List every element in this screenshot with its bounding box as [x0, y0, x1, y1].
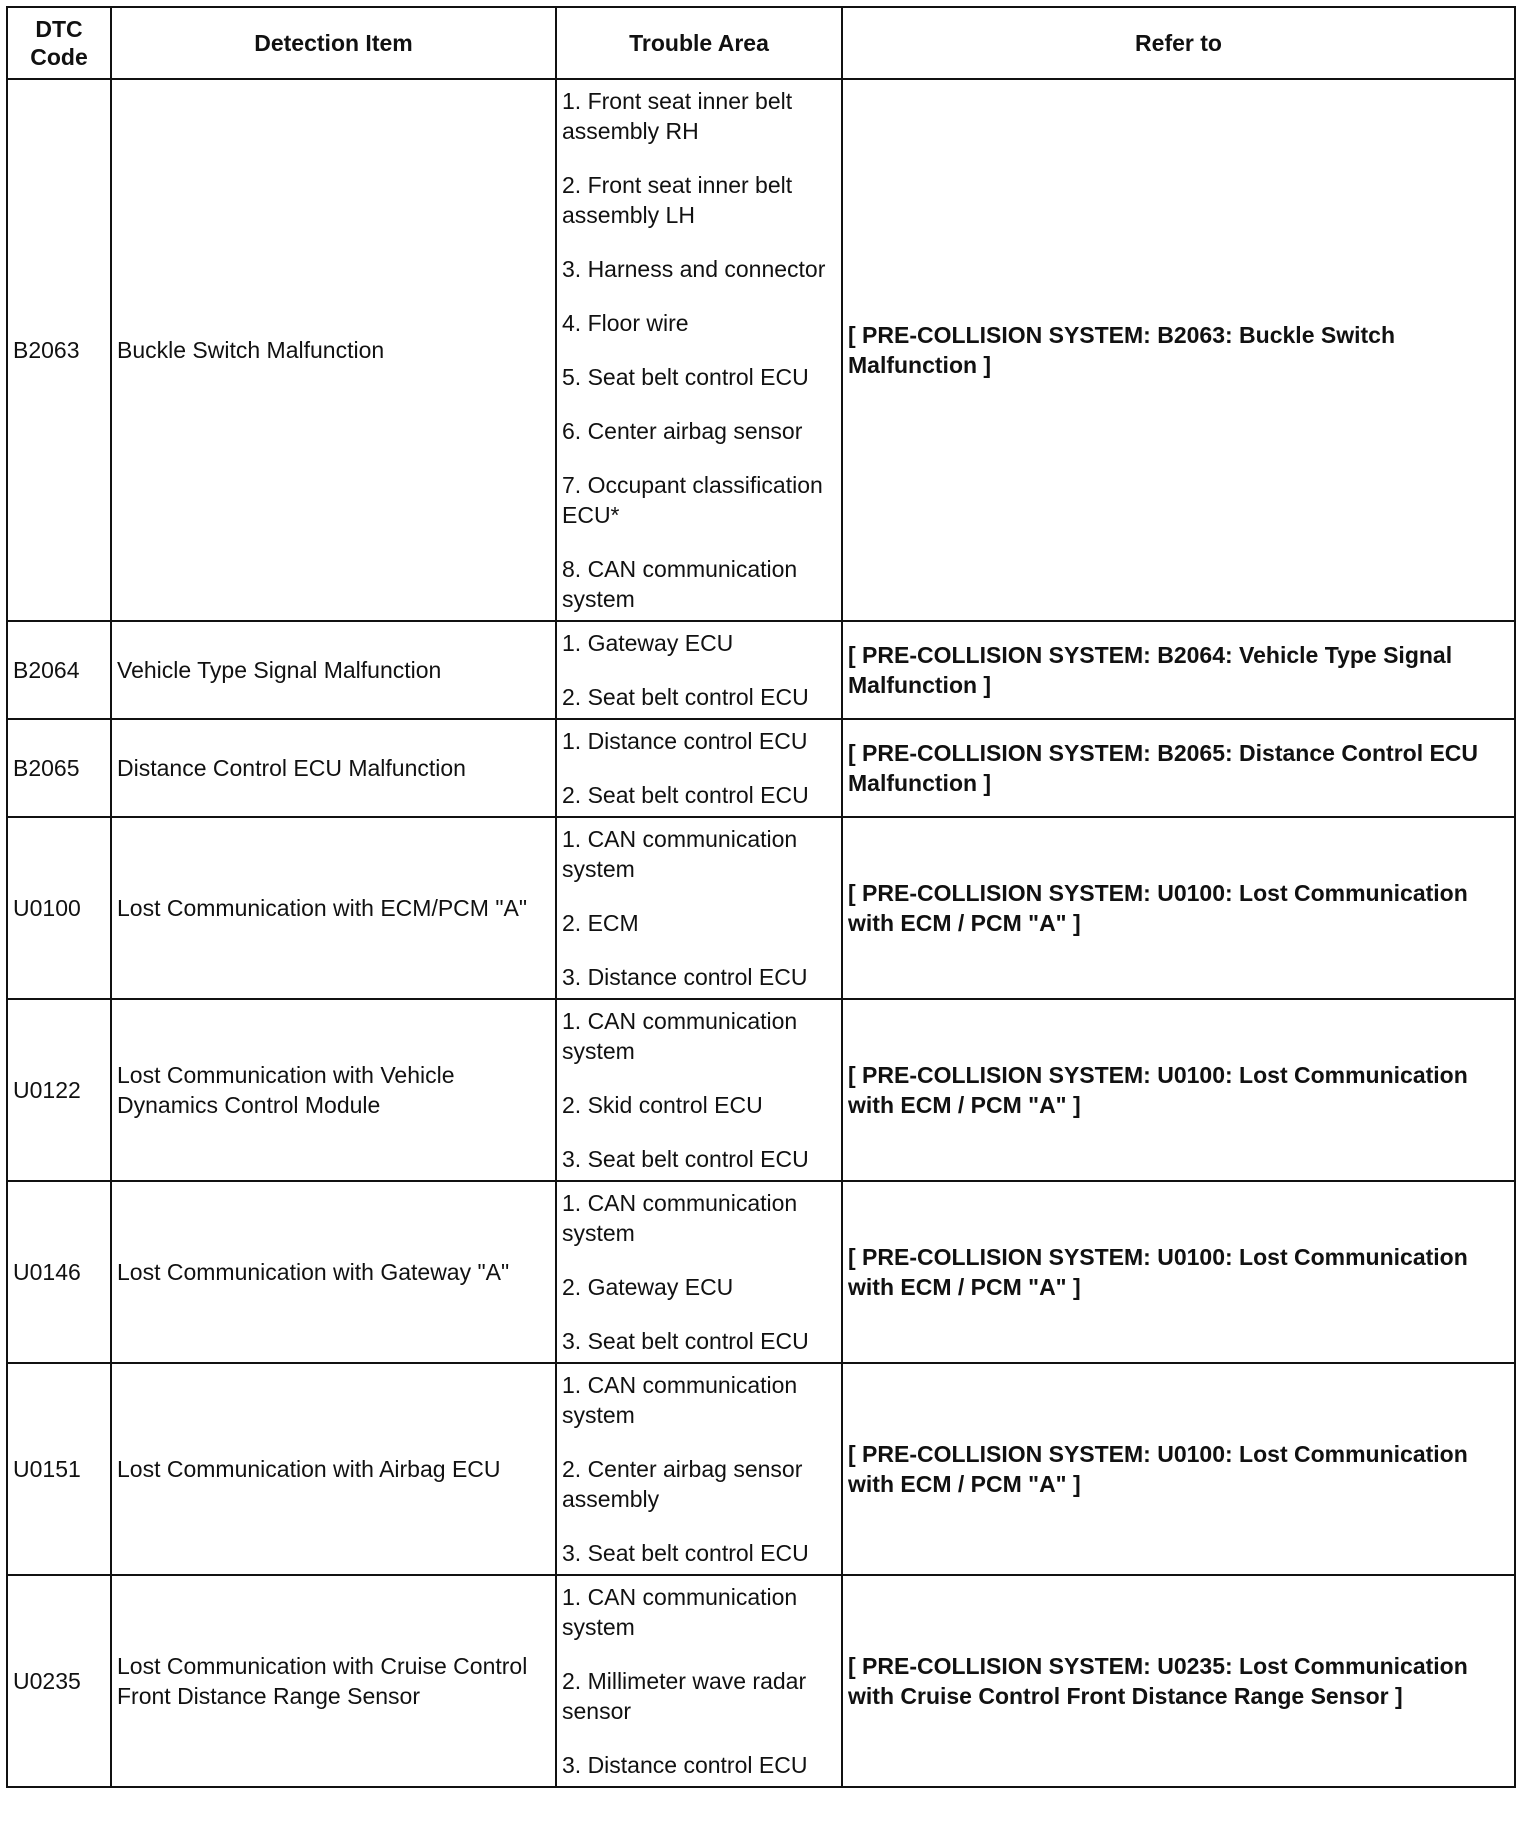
refer-to-link[interactable]: [ PRE-COLLISION SYSTEM: U0100: Lost Communication with ECM / PCM "A" ] [842, 1181, 1515, 1363]
trouble-area-item: 2. Gateway ECU [562, 1274, 734, 1300]
trouble-area-item: 2. Millimeter wave radar sensor [562, 1668, 807, 1724]
header-detection-item: Detection Item [111, 7, 556, 79]
detection-item-cell: Lost Communication with Airbag ECU [111, 1363, 556, 1575]
dtc-code-cell: B2064 [7, 621, 111, 719]
trouble-area-item: 1. CAN communication system [562, 1584, 798, 1640]
table-header-row [7, 7, 1515, 79]
dtc-table-container [6, 6, 1514, 1788]
trouble-area-item: 1. CAN communication system [562, 1008, 798, 1064]
refer-to-link[interactable]: [ PRE-COLLISION SYSTEM: U0100: Lost Communication with ECM / PCM "A" ] [842, 1363, 1515, 1575]
trouble-area-item: 1. CAN communication system [562, 1190, 798, 1246]
trouble-area-item: 1. Gateway ECU [562, 630, 734, 656]
dtc-code-cell: U0100 [7, 817, 111, 999]
dtc-code-cell: U0235 [7, 1575, 111, 1787]
trouble-area-item: 1. Distance control ECU [562, 728, 808, 754]
table-row [7, 999, 1515, 1181]
trouble-area-item: 7. Occupant classification ECU* [562, 472, 823, 528]
trouble-area-item: 1. CAN communication system [562, 826, 798, 882]
dtc-code-cell: B2065 [7, 719, 111, 817]
refer-to-link[interactable]: [ PRE-COLLISION SYSTEM: U0100: Lost Communication with ECM / PCM "A" ] [842, 999, 1515, 1181]
trouble-area-item: 1. CAN communication system [562, 1372, 798, 1428]
refer-to-link[interactable]: [ PRE-COLLISION SYSTEM: B2065: Distance Control ECU Malfunction ] [842, 719, 1515, 817]
table-row [7, 1181, 1515, 1363]
trouble-area-item: 3. Seat belt control ECU [562, 1540, 809, 1566]
trouble-area-cell [556, 817, 842, 999]
trouble-area-cell [556, 1363, 842, 1575]
trouble-area-item: 2. Front seat inner belt assembly LH [562, 172, 793, 228]
detection-item-cell: Lost Communication with Gateway "A" [111, 1181, 556, 1363]
detection-item-cell: Lost Communication with Cruise Control Front Distance Range Sensor [111, 1575, 556, 1787]
refer-to-link[interactable]: [ PRE-COLLISION SYSTEM: U0235: Lost Communication with Cruise Control Front Distance Range Sensor ] [842, 1575, 1515, 1787]
table-row [7, 1363, 1515, 1575]
dtc-code-cell: B2063 [7, 79, 111, 621]
trouble-area-item: 3. Seat belt control ECU [562, 1328, 809, 1354]
table-body [7, 79, 1515, 1787]
dtc-code-cell: U0122 [7, 999, 111, 1181]
refer-to-link[interactable]: [ PRE-COLLISION SYSTEM: U0100: Lost Communication with ECM / PCM "A" ] [842, 817, 1515, 999]
table-row [7, 621, 1515, 719]
trouble-area-item: 8. CAN communication system [562, 556, 798, 612]
detection-item-cell: Vehicle Type Signal Malfunction [111, 621, 556, 719]
trouble-area-item: 6. Center airbag sensor [562, 418, 803, 444]
detection-item-cell: Lost Communication with ECM/PCM "A" [111, 817, 556, 999]
trouble-area-cell [556, 621, 842, 719]
trouble-area-cell [556, 1181, 842, 1363]
refer-to-link[interactable]: [ PRE-COLLISION SYSTEM: B2064: Vehicle Type Signal Malfunction ] [842, 621, 1515, 719]
table-row [7, 817, 1515, 999]
trouble-area-item: 3. Harness and connector [562, 256, 826, 282]
table-row [7, 719, 1515, 817]
trouble-area-cell [556, 1575, 842, 1787]
trouble-area-item: 2. ECM [562, 910, 639, 936]
trouble-area-item: 3. Distance control ECU [562, 964, 808, 990]
header-trouble-area: Trouble Area [556, 7, 842, 79]
trouble-area-item: 2. Seat belt control ECU [562, 684, 809, 710]
table-row [7, 79, 1515, 621]
detection-item-cell: Buckle Switch Malfunction [111, 79, 556, 621]
trouble-area-item: 2. Skid control ECU [562, 1092, 763, 1118]
refer-to-link[interactable]: [ PRE-COLLISION SYSTEM: B2063: Buckle Switch Malfunction ] [842, 79, 1515, 621]
trouble-area-cell [556, 719, 842, 817]
dtc-table [6, 6, 1516, 1788]
trouble-area-item: 2. Seat belt control ECU [562, 782, 809, 808]
trouble-area-cell [556, 999, 842, 1181]
table-row [7, 1575, 1515, 1787]
trouble-area-item: 2. Center airbag sensor assembly [562, 1456, 803, 1512]
header-refer-to: Refer to [842, 7, 1515, 79]
detection-item-cell: Lost Communication with Vehicle Dynamics Control Module [111, 999, 556, 1181]
trouble-area-item: 5. Seat belt control ECU [562, 364, 809, 390]
trouble-area-item: 1. Front seat inner belt assembly RH [562, 88, 793, 144]
detection-item-cell: Distance Control ECU Malfunction [111, 719, 556, 817]
dtc-code-cell: U0151 [7, 1363, 111, 1575]
header-dtc-code: DTC Code [7, 7, 111, 79]
trouble-area-item: 4. Floor wire [562, 310, 689, 336]
trouble-area-item: 3. Distance control ECU [562, 1752, 808, 1778]
trouble-area-item: 3. Seat belt control ECU [562, 1146, 809, 1172]
trouble-area-cell [556, 79, 842, 621]
dtc-code-cell: U0146 [7, 1181, 111, 1363]
